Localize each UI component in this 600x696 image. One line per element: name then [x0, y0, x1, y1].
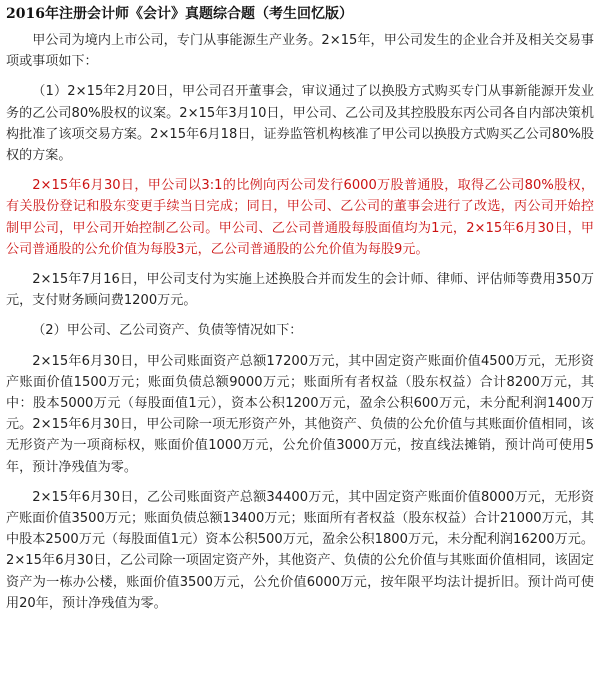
paragraph-item-1: （1）2×15年2月20日，甲公司召开董事会，审议通过了以换股方式购买专门从事新能源开发业务的乙公司80%股权的议案。2×15年3月10日，甲公司、乙公司及其控股股东丙公司各自内部决策机构批准了该项交易方案。2×15年6月18日，证券监管机构核准了甲公司以换股方式购买乙公司80%股权的方案。: [6, 84, 594, 164]
paragraph-company-yi: 2×15年6月30日，乙公司账面资产总额34400万元，其中固定资产账面价值8000万元，无形资产账面价值3500万元；账面负债总额13400万元；账面所有者权益（股东权益）合计21000万元，其中股本2500万元（每股面值1元）资本公积500万元，盈余公积1800万元，未分配利润16200万元。2×15年6月30日，乙公司除一项固定资产外，其他资产、负债的公允价值与其账面价值相同，该固定资产为一栋办公楼，账面价值3500万元，公允价值6000万元，按年限平均法计提折旧。预计尚可使用20年，预计净残值为零。: [6, 489, 595, 611]
paragraph-fees: 2×15年7月16日，甲公司支付为实施上述换股合并而发生的会计师、律师、评估师等费用350万元，支付财务顾问费1200万元。: [6, 272, 594, 309]
document-title: 2016年注册会计师《会计》真题综合题（考生回忆版）: [6, 6, 353, 22]
paragraph-company-jia: 2×15年6月30日，甲公司账面资产总额17200万元，其中固定资产账面价值4500万元，无形资产账面价值1500万元；账面负债总额9000万元；账面所有者权益（股东权益）合计8200万元，其中：股本5000万元（每股面值1元），资本公积1200万元，盈余公积600万元，未分配利润1400万元。2×15年6月30日，甲公司除一项无形资产外，其他资产、负债的公允价值与其账面价值相同，该无形资产为一项商标权，账面价值1000万元，公允价值3000万元，按直线法摊销，预计尚可使用5年，预计净残值为零。: [6, 353, 594, 475]
paragraph-highlighted: 2×15年6月30日，甲公司以3:1的比例向丙公司发行6000万股普通股，取得乙公司80%股权，有关股份登记和股东变更手续当日完成；同日，甲公司、乙公司的董事会进行了改选，丙公司开始控制甲公司，甲公司开始控制乙公司。甲公司、乙公司普通股每股面值均为1元，2×15年6月30日，甲公司普通股的公允价值为每股3元，乙公司普通股的公允价值为每股9元。: [6, 178, 594, 257]
paragraph-item-2: （2）甲公司、乙公司资产、负债等情况如下：: [32, 323, 303, 339]
paragraph-intro: 甲公司为境内上市公司，专门从事能源生产业务。2×15年，甲公司发生的企业合并及相关交易事项或事项如下：: [6, 33, 594, 70]
